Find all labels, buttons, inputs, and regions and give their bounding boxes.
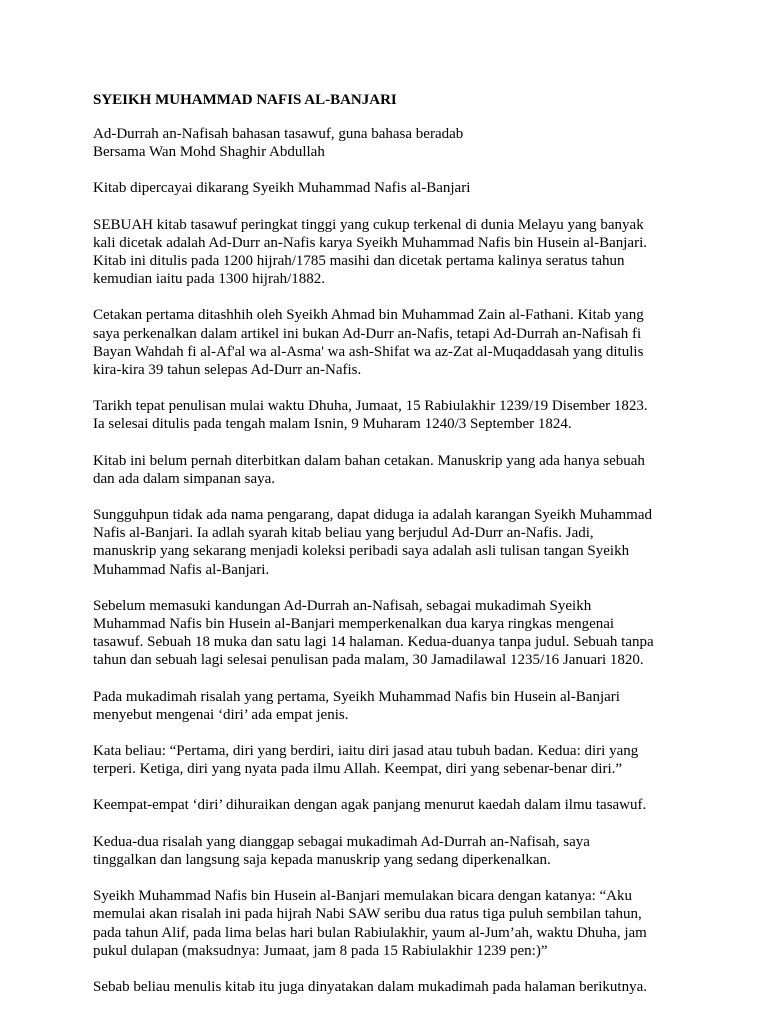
- paragraph-line: pukul dulapan (maksudnya: Jumaat, jam 8 pada 15 Rabiulakhir 1239 pen:)”: [93, 942, 548, 959]
- body-paragraph: [93, 887, 683, 960]
- paragraph-line: Ia selesai ditulis pada tengah malam Isnin, 9 Muharam 1240/3 September 1824.: [93, 416, 572, 433]
- paragraph-line: kemudian iaitu pada 1300 hijrah/1882.: [93, 271, 326, 288]
- paragraph-line: Sungguhpun tidak ada nama pengarang, dapat diduga ia adalah karangan Syeikh Muhammad: [93, 507, 652, 524]
- paragraph-line: kali dicetak adalah Ad-Durr an-Nafis karya Syeikh Muhammad Nafis bin Husein al-Banjari.: [93, 234, 647, 251]
- document-title: SYEIKH MUHAMMAD NAFIS AL-BANJARI: [93, 92, 397, 108]
- paragraph-line: Nafis al-Banjari. Ia adlah syarah kitab beliau yang berjudul Ad-Durr an-Nafis. Jadi,: [93, 525, 594, 542]
- paragraph-line: Tarikh tepat penulisan mulai waktu Dhuha, Jumaat, 15 Rabiulakhir 1239/19 Disember 1823.: [93, 398, 648, 415]
- paragraph-line: manuskrip yang sekarang menjadi koleksi peribadi saya adalah asli tulisan tangan Syeikh: [93, 543, 630, 560]
- body-paragraph: [93, 742, 683, 778]
- paragraph-line: memulai akan risalah ini pada hijrah Nabi SAW seribu dua ratus tiga puluh sembilan tahun,: [93, 906, 642, 923]
- lead-line: Kitab dipercayai dikarang Syeikh Muhammad Nafis al-Banjari: [93, 180, 471, 197]
- paragraph-line: Muhammad Nafis al-Banjari.: [93, 561, 270, 578]
- body-paragraph: [93, 978, 683, 996]
- paragraph-line: Bayan Wahdah fi al-Af'al wa al-Asma' wa ash-Shifat wa az-Zat al-Muqaddasah yang ditulis: [93, 343, 644, 360]
- paragraph-line: pada tahun Alif, pada lima belas hari bulan Rabiulakhir, yaum al-Jum’ah, waktu Dhuha, jam: [93, 924, 647, 941]
- paragraph-line: tasawuf. Sebuah 18 muka dan satu lagi 14 halaman. Kedua-duanya tanpa judul. Sebuah tanpa: [93, 634, 654, 651]
- subtitle-line: Bersama Wan Mohd Shaghir Abdullah: [93, 144, 325, 161]
- document-page: [93, 91, 683, 1014]
- paragraph-line: tinggalkan dan langsung saja kepada manuskrip yang sedang diperkenalkan.: [93, 851, 551, 868]
- paragraph-line: kira-kira 39 tahun selepas Ad-Durr an-Nafis.: [93, 362, 362, 379]
- paragraph-line: Kata beliau: “Pertama, diri yang berdiri, iaitu diri jasad atau tubuh badan. Kedua: diri yang: [93, 743, 639, 760]
- paragraph-line: Sebab beliau menulis kitab itu juga dinyatakan dalam mukadimah pada halaman berikutnya.: [93, 978, 648, 995]
- body-paragraph: [93, 216, 683, 289]
- paragraph-line: tahun dan sebuah lagi selesai penulisan pada malam, 30 Jamadilawal 1235/16 Januari 1820.: [93, 652, 644, 669]
- lead-paragraph: [93, 179, 683, 197]
- body-paragraph: [93, 688, 683, 724]
- body-paragraph: [93, 796, 683, 814]
- body-paragraph: [93, 452, 683, 488]
- subtitle-line: Ad-Durrah an-Nafisah bahasan tasawuf, guna bahasa beradab: [93, 126, 464, 142]
- paragraph-line: menyebut mengenai ‘diri’ ada empat jenis.: [93, 706, 349, 723]
- paragraph-line: Kitab ini ditulis pada 1200 hijrah/1785 masihi dan dicetak pertama kalinya seratus tahun: [93, 253, 625, 270]
- paragraph-line: saya perkenalkan dalam artikel ini bukan Ad-Durr an-Nafis, tetapi Ad-Durrah an-Nafisah fi: [93, 325, 642, 342]
- body-paragraph: [93, 833, 683, 869]
- paragraph-line: Kitab ini belum pernah diterbitkan dalam bahan cetakan. Manuskrip yang ada hanya sebuah: [93, 452, 645, 469]
- paragraph-line: SEBUAH kitab tasawuf peringkat tinggi yang cukup terkenal di dunia Melayu yang banyak: [93, 216, 644, 233]
- paragraph-line: Cetakan pertama ditashhih oleh Syeikh Ahmad bin Muhammad Zain al-Fathani. Kitab yang: [93, 307, 644, 324]
- paragraph-line: Syeikh Muhammad Nafis bin Husein al-Banjari memulakan bicara dengan katanya: “Aku: [93, 888, 633, 905]
- body-paragraph: [93, 306, 683, 379]
- body-paragraph: [93, 597, 683, 670]
- paragraph-line: dan ada dalam simpanan saya.: [93, 470, 276, 487]
- body-paragraph: [93, 397, 683, 433]
- paragraph-line: Keempat-empat ‘diri’ dihuraikan dengan agak panjang menurut kaedah dalam ilmu tasawuf.: [93, 797, 647, 814]
- body-paragraphs: [93, 216, 683, 997]
- paragraph-line: Kedua-dua risalah yang dianggap sebagai mukadimah Ad-Durrah an-Nafisah, saya: [93, 833, 590, 850]
- paragraph-line: Muhammad Nafis bin Husein al-Banjari memperkenalkan dua karya ringkas mengenai: [93, 616, 615, 633]
- body-paragraph: [93, 506, 683, 579]
- paragraph-line: Pada mukadimah risalah yang pertama, Syeikh Muhammad Nafis bin Husein al-Banjari: [93, 688, 620, 705]
- paragraph-line: Sebelum memasuki kandungan Ad-Durrah an-Nafisah, sebagai mukadimah Syeikh: [93, 597, 592, 614]
- paragraph-line: terperi. Ketiga, diri yang nyata pada ilmu Allah. Keempat, diri yang sebenar-benar diri.”: [93, 761, 623, 778]
- subtitle-block: [93, 125, 683, 161]
